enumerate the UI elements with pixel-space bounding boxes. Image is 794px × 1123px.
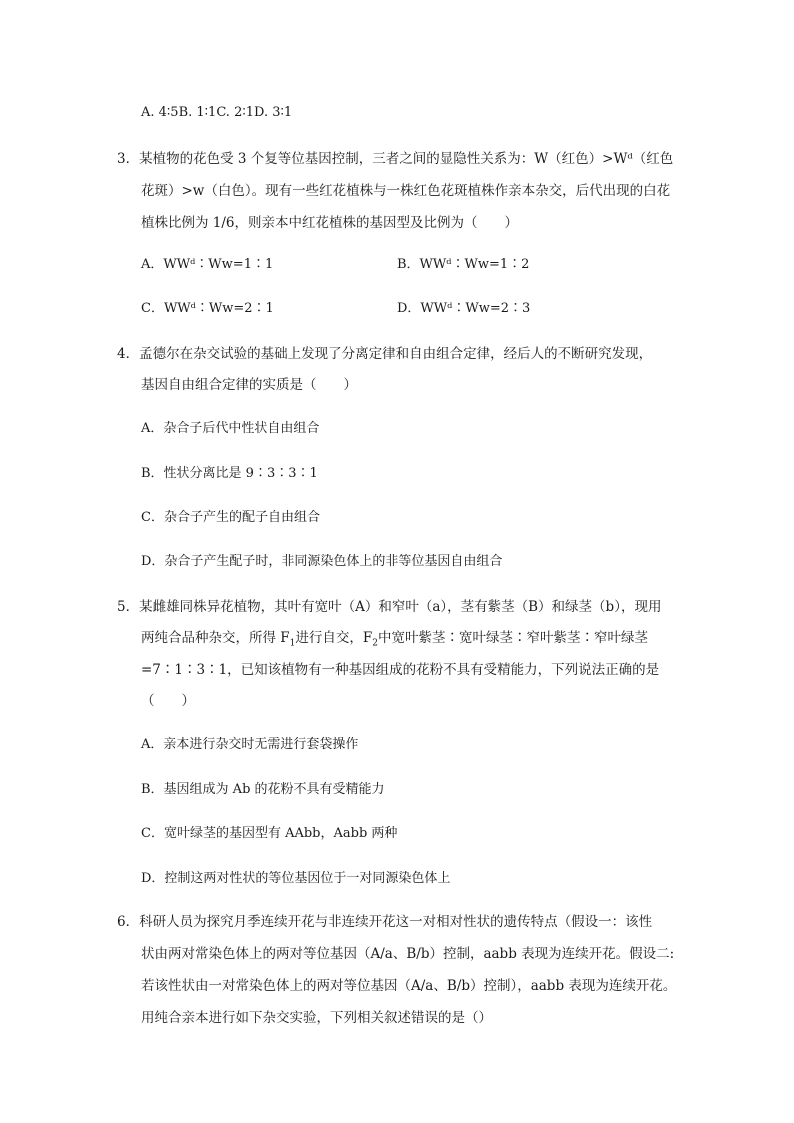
q6-stem-line2: 状由两对常染色体上的两对等位基因（A/a、B/b）控制，aabb 表现为连续开花。假设二: [141,946,675,962]
q5-stem-line4: （ ） [141,693,195,709]
q5-stem-line3: =7∶1∶3∶1，已知该植物有一种基因组成的花粉不具有受精能力，下列说法正确的是 [141,662,660,678]
q5-option-a: A．亲本进行杂交时无需进行套袋操作 [141,737,359,752]
q4-option-b: B．性状分离比是 9∶3∶3∶1 [141,466,318,481]
q4-stem-line2: 基因自由组合定律的实质是（ ） [141,377,357,393]
q4-stem-line1: 4．孟德尔在杂交试验的基础上发现了分离定律和自由组合定律，经后人的不断研究发现， [117,346,653,362]
q3-stem-line1: 3．某植物的花色受 3 个复等位基因控制，三者之间的显隐性关系为：W（红色）>Wᵈ（红色 [117,151,674,167]
q5-stem-line1: 5．某雌雄同株异花植物，其叶有宽叶（A）和窄叶（a），茎有紫茎（B）和绿茎（b），现用 [117,599,662,615]
q3-option-b: B．WWᵈ∶Ww=1∶2 [397,257,530,272]
q4-option-d: D．杂合子产生配子时，非同源染色体上的非等位基因自由组合 [141,554,503,569]
q5-option-c: C．宽叶绿茎的基因型有 AAbb，Aabb 两种 [141,826,398,841]
q5-line2-part3: 中宽叶紫茎∶宽叶绿茎∶窄叶紫茎∶窄叶绿茎 [378,630,649,646]
q5-f2-subscript: 2 [372,638,379,649]
q6-stem-line4: 用纯合亲本进行如下杂交实验，下列相关叙述错误的是（） [141,1010,492,1026]
q3-stem-line2: 花斑）>w（白色）。现有一些红花植株与一株红色花斑植株作亲本杂交，后代出现的白花 [141,183,671,199]
q5-f1-subscript: 1 [289,638,296,649]
q3-option-c: C．WWᵈ∶Ww=2∶1 [141,301,274,316]
q3-stem-line3: 植株比例为 1/6，则亲本中红花植株的基因型及比例为（ ） [141,215,519,231]
q2-options: A. 4∶5B. 1∶1C. 2∶1D. 3∶1 [141,105,293,120]
q3-option-a: A．WWᵈ∶Ww=1∶1 [141,257,274,272]
q5-option-b: B．基因组成为 Ab 的花粉不具有受精能力 [141,782,385,797]
q3-option-d: D．WWᵈ∶Ww=2∶3 [397,301,531,316]
q5-option-d: D．控制这两对性状的等位基因位于一对同源染色体上 [141,871,451,886]
q4-option-a: A．杂合子后代中性状自由组合 [141,421,320,436]
q5-line2-part2: 进行自交，F [295,630,373,646]
q5-line2-part1: 两纯合品种杂交，所得 F [141,630,290,646]
q6-stem-line3: 若该性状由一对常染色体上的两对等位基因（A/a、B/b）控制），aabb 表现为连续开花。 [141,978,677,994]
q4-option-c: C．杂合子产生的配子自由组合 [141,510,320,525]
q5-stem-line2 [141,629,648,647]
q6-stem-line1: 6．科研人员为探究月季连续开花与非连续开花这一对相对性状的遗传特点（假设一：该性 [117,914,653,930]
